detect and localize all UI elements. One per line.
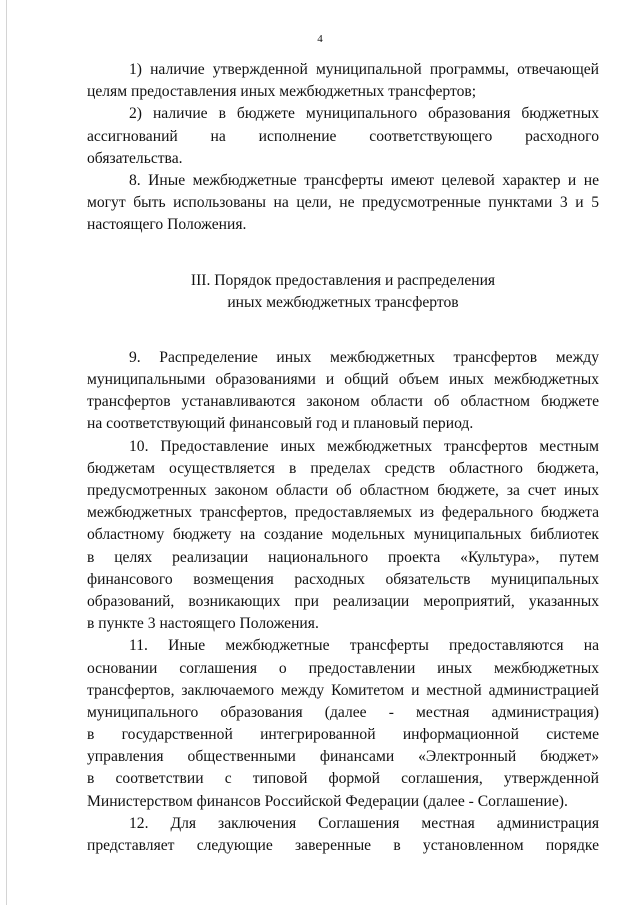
page-number: 4 bbox=[317, 33, 323, 45]
text-line: обязательства. bbox=[87, 149, 183, 167]
text-line: финансового возмещения расходных обязательств муниципальных bbox=[87, 570, 599, 588]
text-line: 12. Для заключения Соглашения местная администрация bbox=[129, 814, 599, 832]
heading-line: иных межбюджетных трансфертов bbox=[227, 293, 459, 311]
heading-line: III. Порядок предоставления и распределения bbox=[190, 271, 496, 289]
text-line: на соответствующий финансовый год и плановый период. bbox=[87, 415, 474, 433]
text-line: 8. Иные межбюджетные трансферты имеют целевой характер и не bbox=[129, 171, 599, 189]
text-line: в соответствии с типовой формой соглашения, утвержденной bbox=[87, 770, 599, 788]
text-line: в государственной интегрированной информационной системе bbox=[87, 726, 599, 744]
text-line: могут быть использованы на цели, не предусмотренные пунктами 3 и 5 bbox=[87, 194, 599, 212]
text-line: целям предоставления иных межбюджетных трансфертов; bbox=[87, 83, 477, 101]
text-line: в целях реализации национального проекта «Культура», путем bbox=[87, 548, 599, 566]
text-line: 9. Распределение иных межбюджетных трансфертов между bbox=[129, 348, 599, 366]
text-line: трансфертов, заключаемого между Комитетом и местной администрацией bbox=[87, 681, 599, 699]
paragraph-clause-11 bbox=[87, 635, 599, 813]
text-line: настоящего Положения. bbox=[87, 216, 247, 234]
text-line: Министерством финансов Российской Федерации (далее - Соглашение). bbox=[87, 792, 568, 810]
text-line: представляет следующие заверенные в установленном порядке bbox=[87, 837, 599, 854]
text-line: муниципального образования (далее - местная администрация) bbox=[87, 703, 599, 721]
text-line: в пункте 3 настоящего Положения. bbox=[87, 615, 319, 633]
text-line: предусмотренных законом области об областном бюджете, за счет иных bbox=[87, 482, 599, 499]
paragraph-clause-8 bbox=[87, 170, 599, 237]
text-line: 1) наличие утвержденной муниципальной программы, отвечающей bbox=[129, 61, 599, 78]
document-body bbox=[87, 59, 599, 857]
text-line: 10. Предоставление иных межбюджетных трансфертов местным bbox=[129, 437, 599, 455]
spacer bbox=[87, 237, 599, 270]
page-scan-edge bbox=[6, 0, 7, 905]
text-line: трансфертов устанавливаются законом области об областном бюджете bbox=[87, 393, 599, 411]
paragraph-clause-9 bbox=[87, 347, 599, 436]
section-heading bbox=[87, 270, 599, 314]
paragraph-clause-10 bbox=[87, 436, 599, 636]
text-line: бюджетам осуществляется в пределах средств областного бюджета, bbox=[87, 459, 599, 477]
text-line: межбюджетных трансфертов, предоставляемых из федерального бюджета bbox=[87, 504, 599, 522]
paragraph-condition-2 bbox=[87, 103, 599, 170]
text-line: управления общественными финансами «Электронный бюджет» bbox=[87, 748, 599, 766]
text-line: муниципальными образованиями и общий объем иных межбюджетных bbox=[87, 371, 599, 389]
text-line: образований, возникающих при реализации мероприятий, указанных bbox=[87, 592, 599, 610]
paragraph-condition-1 bbox=[87, 59, 599, 103]
text-line: областному бюджету на создание модельных муниципальных библиотек bbox=[87, 526, 599, 544]
text-line: 2) наличие в бюджете муниципального образования бюджетных bbox=[129, 105, 599, 123]
text-line: 11. Иные межбюджетные трансферты предоставляются на bbox=[129, 637, 599, 655]
text-line: ассигнований на исполнение соответствующего расходного bbox=[87, 127, 599, 145]
spacer bbox=[87, 314, 599, 347]
text-line: основании соглашения о предоставлении иных межбюджетных bbox=[87, 659, 599, 677]
paragraph-clause-12 bbox=[87, 813, 599, 857]
